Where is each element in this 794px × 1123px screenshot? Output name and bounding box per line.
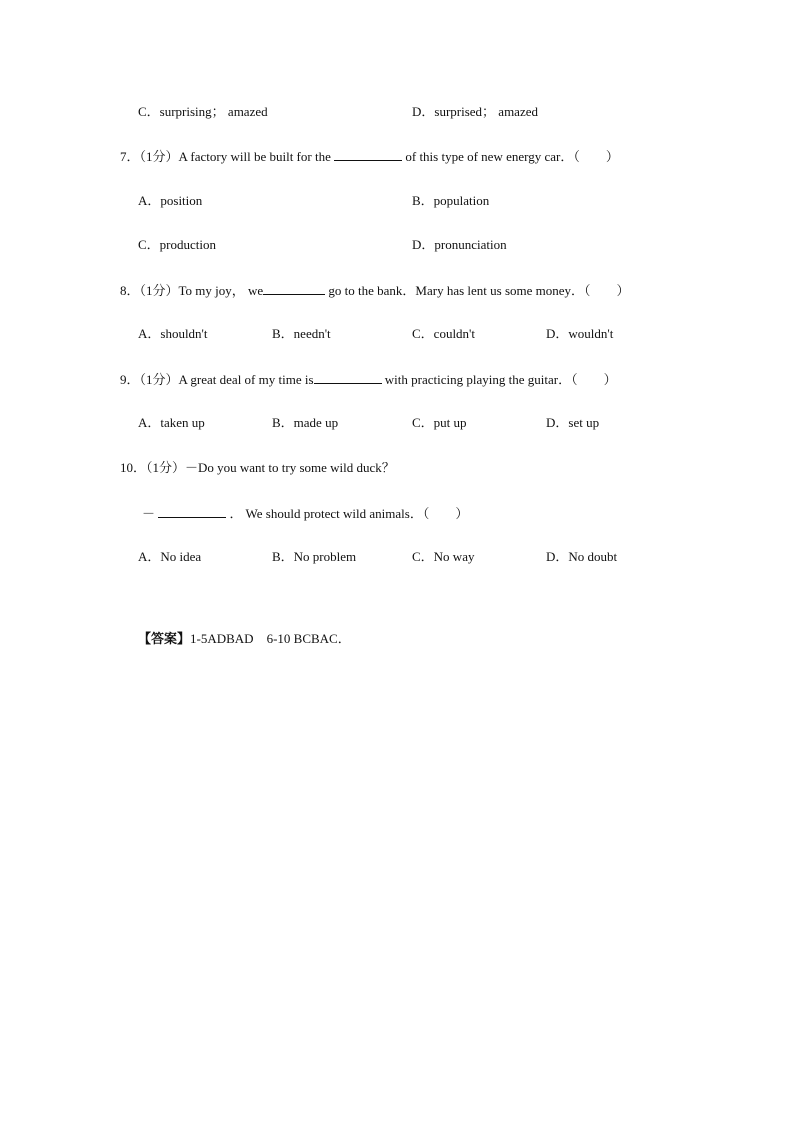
q10-stem: 10．（1分）－Do you want to try some wild duck？ <box>120 460 395 475</box>
q7-option-d: D．pronunciation <box>412 237 507 252</box>
q8-option-c: C．couldn't <box>412 326 476 341</box>
q7-stem <box>120 148 619 165</box>
q10-reply-pre: － <box>142 506 156 521</box>
answer-label: 【答案】 <box>138 632 191 647</box>
q9-option-a: A．taken up <box>138 415 205 430</box>
q6-option-d: D．surprised； amazed <box>412 104 538 119</box>
q10-option-b: B．No problem <box>272 549 357 564</box>
q7-option-c: C．production <box>138 237 216 252</box>
answer-text: 1-5ADBAD 6-10 BCBAC． <box>190 631 351 646</box>
q9-stem-post: with practicing playing the guitar．（ ） <box>384 372 617 387</box>
q8-option-a: A．shouldn't <box>138 326 208 341</box>
q9-option-c: C．put up <box>412 415 467 430</box>
q10-option-c: C．No way <box>412 549 475 564</box>
q7-stem-pre: 7．（1分）A factory will be built for the <box>120 149 331 164</box>
q10-reply-post: ． We should protect wild animals．（ ） <box>229 506 469 521</box>
q8-option-b: B．needn't <box>272 326 331 341</box>
q8-stem-post: go to the bank．Mary has lent us some money．（ ） <box>328 283 630 298</box>
q10-blank <box>158 505 226 518</box>
q7-stem-post: of this type of new energy car．（ ） <box>405 149 619 164</box>
q9-stem <box>120 371 617 388</box>
q10-option-d: D．No doubt <box>546 549 618 564</box>
q9-stem-pre: 9．（1分）A great deal of my time is <box>120 372 314 387</box>
q7-option-a: A．position <box>138 193 203 208</box>
answer-key <box>138 631 351 648</box>
q9-option-b: B．made up <box>272 415 339 430</box>
q10-reply <box>142 505 468 522</box>
q9-blank <box>314 371 382 384</box>
q10-option-a: A．No idea <box>138 549 202 564</box>
q7-blank <box>334 148 402 161</box>
q8-blank <box>263 282 325 295</box>
q8-option-d: D．wouldn't <box>546 326 614 341</box>
q8-stem-pre: 8．（1分）To my joy， we <box>120 283 264 298</box>
q8-stem <box>120 282 630 299</box>
q9-option-d: D．set up <box>546 415 600 430</box>
q6-option-c: C．surprising； amazed <box>138 104 268 119</box>
q7-option-b: B．population <box>412 193 490 208</box>
